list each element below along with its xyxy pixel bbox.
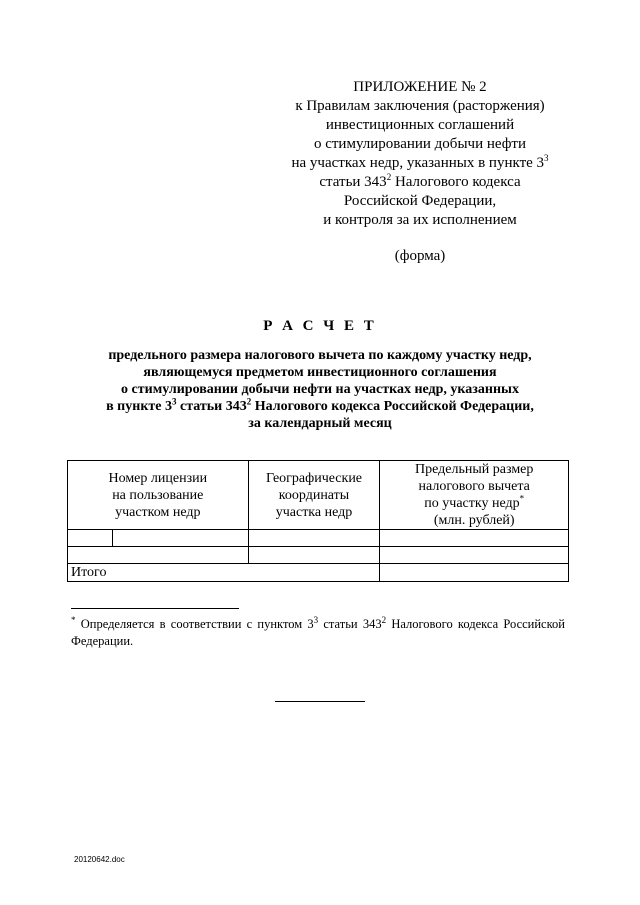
footnote: [71, 616, 565, 650]
table-row: [68, 530, 569, 547]
table-cell: [380, 530, 569, 547]
header-coordinates-line-2: координаты: [278, 487, 350, 503]
end-divider: [275, 701, 365, 702]
subtitle-line-5: за календарный месяц: [248, 416, 392, 431]
total-value-cell: [380, 564, 569, 582]
subtitle-line-3: о стимулировании добычи нефти на участках недр, указанных: [121, 382, 519, 397]
header-license-line-2: на пользование: [112, 487, 204, 503]
header-coordinates-line-1: Географические: [265, 470, 363, 486]
subtitle-line-4-b: статьи 343: [176, 399, 247, 414]
appendix-title: ПРИЛОЖЕНИЕ № 2: [353, 79, 487, 95]
subtitle-line-4-c: Налогового кодекса Российской Федерации,: [251, 399, 534, 414]
appendix-line-4-sup: 3: [544, 153, 549, 163]
subtitle-line-4-sup2: 2: [246, 396, 252, 407]
header-deduction-limit: [380, 461, 569, 530]
appendix-line-2: инвестиционных соглашений: [325, 117, 515, 133]
header-coordinates-line-3: участка недр: [275, 504, 353, 520]
header-license-number: [68, 461, 249, 530]
appendix-line-4-text: на участках недр, указанных в пункте 3: [291, 155, 545, 171]
document-subtitle: [60, 347, 580, 432]
appendix-line-5-tail: Налогового кодекса: [391, 174, 521, 190]
footnote-text-b: статьи 343: [318, 617, 382, 631]
header-deduction-footnote-mark: *: [519, 493, 525, 504]
table-total-row: [68, 564, 569, 582]
table-header-row: [68, 461, 569, 530]
form-label: (форма): [394, 248, 446, 264]
calculation-table: [67, 460, 569, 582]
table-cell: [248, 547, 380, 564]
footnote-sup-1: 3: [313, 614, 319, 625]
header-deduction-line-4: (млн. рублей): [433, 513, 515, 528]
document-title: Р А С Ч Е Т: [263, 318, 377, 334]
appendix-line-3: о стимулировании добычи нефти: [313, 136, 527, 152]
table-row: [68, 547, 569, 564]
footnote-text-c: Налогового кодекса Российской Федерации.: [71, 617, 565, 648]
appendix-line-5-sup: 2: [386, 172, 392, 182]
header-deduction-line-1: Предельный размер: [415, 462, 534, 477]
appendix-line-1: к Правилам заключения (расторжения): [295, 98, 545, 114]
appendix-line-5: [270, 173, 570, 192]
appendix-line-4: [270, 154, 570, 173]
file-name: 20120642.doc: [74, 855, 125, 864]
table-cell: [68, 530, 113, 547]
subtitle-line-4: [60, 398, 580, 415]
header-license-line-3: участком недр: [115, 504, 201, 520]
appendix-line-5-text: статьи 343: [319, 174, 387, 190]
table-cell: [68, 547, 249, 564]
header-deduction-line-3-text: по участку недр: [424, 496, 520, 511]
header-coordinates: [248, 461, 380, 530]
table-cell: [380, 547, 569, 564]
total-label: Итого: [68, 564, 380, 582]
header-license-line-1: Номер лицензии: [108, 470, 208, 486]
footnote-sup-2: 2: [381, 614, 387, 625]
footnote-text-a: Определяется в соответствии с пунктом 3: [75, 617, 314, 631]
footnote-mark: *: [71, 614, 76, 625]
subtitle-line-2: являющемуся предметом инвестиционного соглашения: [143, 365, 497, 380]
table-cell: [112, 530, 248, 547]
subtitle-line-4-sup1: 3: [171, 396, 177, 407]
table-cell: [248, 530, 380, 547]
subtitle-line-4-a: в пункте 3: [106, 399, 172, 414]
subtitle-line-1: предельного размера налогового вычета по каждому участку недр,: [108, 348, 532, 363]
appendix-line-6: Российской Федерации,: [343, 193, 497, 209]
appendix-header: [270, 78, 570, 266]
appendix-line-7: и контроля за их исполнением: [323, 212, 517, 228]
footnote-divider: [71, 608, 239, 609]
header-deduction-line-3: [380, 495, 568, 512]
header-deduction-line-2: налогового вычета: [418, 479, 530, 494]
